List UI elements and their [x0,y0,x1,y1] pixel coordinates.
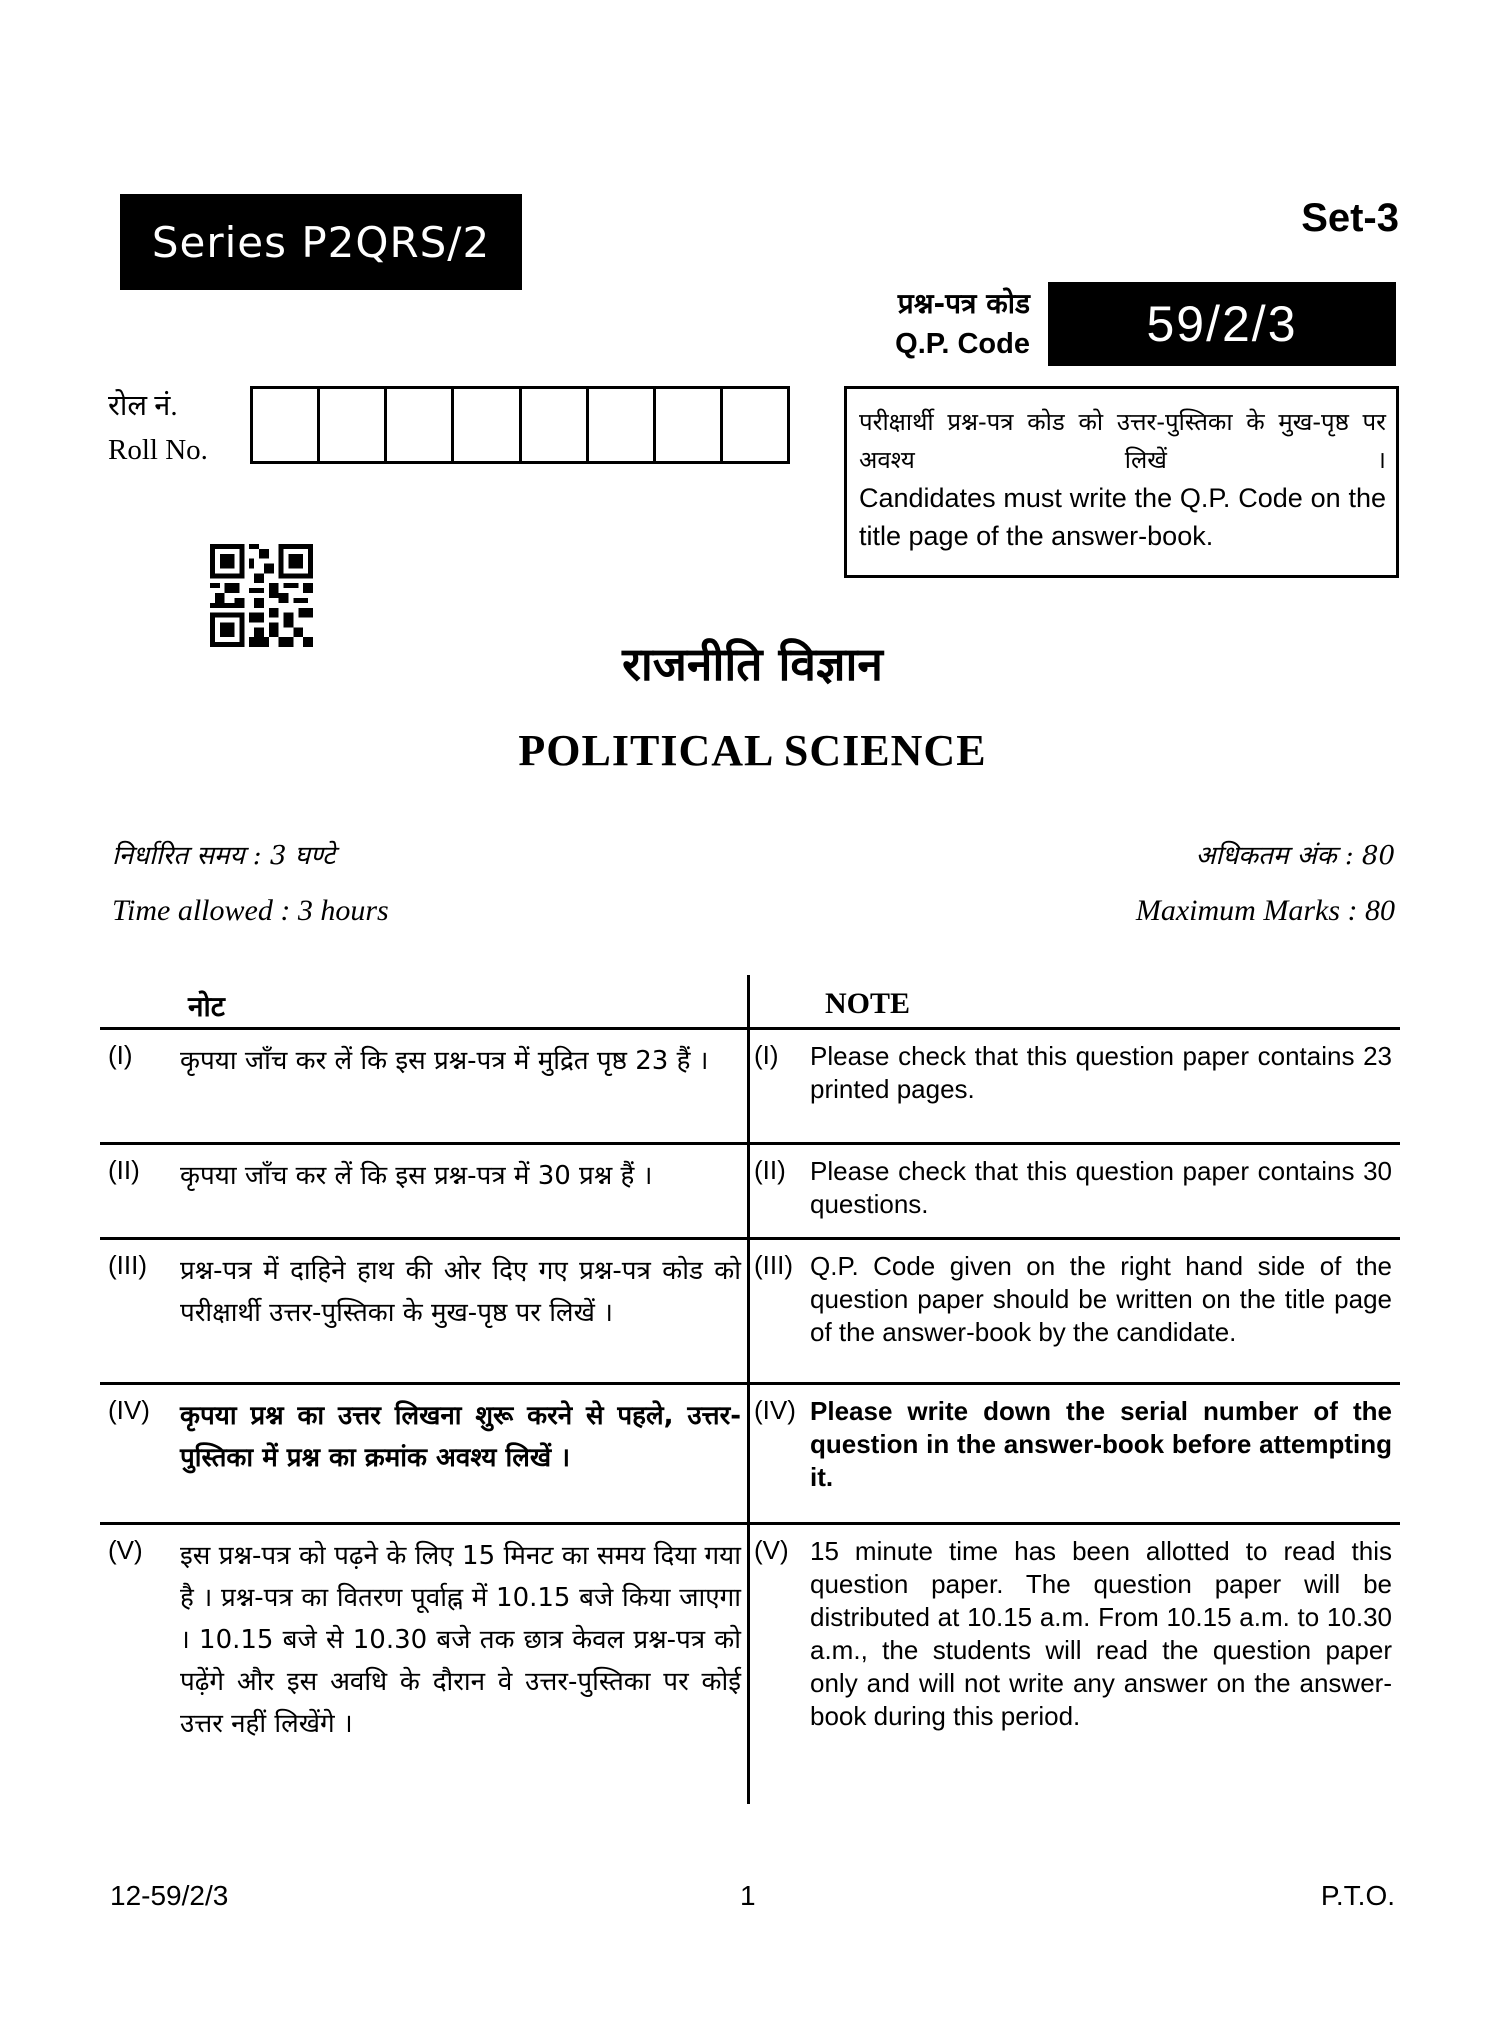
instruction-english: Candidates must write the Q.P. Code on the title page of the answer-book. [859,483,1386,551]
qp-code-label-hindi: प्रश्न-पत्र कोड [897,287,1030,320]
notes-table [100,975,1400,1804]
note-row [100,1522,1400,1804]
note-number: (II) [754,1155,786,1185]
note-text-hindi: कृपया जाँच कर लें कि इस प्रश्न-पत्र में 30 प्रश्न हैं । [180,1161,653,1191]
note-text-english: Please check that this question paper contains 30 questions. [810,1156,1392,1219]
roll-number-box[interactable] [723,389,787,461]
series-label: Series P2QRS/2 [120,194,522,290]
qp-code-instruction-box [844,386,1399,578]
notes-heading-hindi: नोट [188,990,225,1023]
note-number: (III) [108,1250,147,1280]
time-allowed-hindi: निर्धारित समय : 3 घण्टे [112,841,336,871]
roll-number-box[interactable] [522,389,589,461]
roll-label-hindi: रोल नं. [108,390,178,422]
roll-number-box[interactable] [589,389,656,461]
please-turn-over: P.T.O. [1320,1880,1395,1911]
note-text-hindi: इस प्रश्न-पत्र को पढ़ने के लिए 15 मिनट का समय दिया गया है । प्रश्न-पत्र का वितरण पूर्वाह्न में 10.15 बजे किया जाएगा । 10.15 बजे से 10.30 बजे तक छात्र केवल प्रश्न-पत्र को पढ़ेंगे और इस अवधि के दौरान वे उत्तर-पुस्तिका पर कोई उत्तर नहीं लिखेंगे । [180,1541,741,1739]
qp-code-label [845,284,1030,364]
note-text-hindi: प्रश्न-पत्र में दाहिने हाथ की ओर दिए गए प्रश्न-पत्र कोड को परीक्षार्थी उत्तर-पुस्तिका के मुख-पृष्ठ पर लिखें । [180,1256,741,1328]
note-number: (III) [754,1250,793,1280]
time-allowed-english: Time allowed : 3 hours [112,894,389,927]
notes-heading-english: NOTE [825,987,911,1020]
note-text-hindi: कृपया जाँच कर लें कि इस प्रश्न-पत्र में मुद्रित पृष्ठ 23 हैं । [180,1046,709,1076]
note-number: (IV) [108,1395,150,1425]
roll-number-boxes [250,386,790,464]
qp-code-value: 59/2/3 [1048,282,1396,366]
roll-number-label [108,384,208,472]
note-number: (IV) [754,1395,796,1425]
maximum-marks-english: Maximum Marks : 80 [1135,894,1395,927]
note-text-english: Please write down the serial number of the question in the answer-book before attempting it. [810,1396,1392,1492]
roll-number-box[interactable] [387,389,454,461]
note-number: (V) [754,1535,789,1565]
instruction-hindi: परीक्षार्थी प्रश्न-पत्र कोड को उत्तर-पुस्तिका के मुख-पृष्ठ पर अवश्य लिखें । [859,408,1386,474]
footer-paper-code: 12-59/2/3 [110,1880,229,1911]
note-row [100,1142,1400,1237]
note-number: (I) [108,1040,133,1070]
note-row [100,1237,1400,1382]
roll-number-box[interactable] [454,389,521,461]
note-number: (I) [754,1040,779,1070]
note-row [100,1382,1400,1522]
note-text-english: Q.P. Code given on the right hand side of the question paper should be written on the title page of the answer-book by the candidate. [810,1251,1392,1347]
roll-number-box[interactable] [253,389,320,461]
roll-number-box[interactable] [656,389,723,461]
maximum-marks-hindi: अधिकतम अंक : 80 [1195,841,1395,871]
roll-number-box[interactable] [320,389,387,461]
note-number: (II) [108,1155,140,1185]
subject-title-hindi: राजनीति विज्ञान [622,637,883,691]
set-label: Set-3 [1301,196,1399,240]
note-row [100,1027,1400,1142]
page-number: 1 [740,1880,756,1911]
note-text-english: 15 minute time has been allotted to read this question paper. The question paper will be distributed at 10.15 a.m. From 10.15 a.m. to 10.30 a.m., the students will read the question paper only and will not write any answer on the answer-book during this period. [810,1536,1392,1731]
qp-code-label-english: Q.P. Code [895,328,1030,360]
subject-title-english: POLITICAL SCIENCE [518,726,987,775]
note-text-hindi: कृपया प्रश्न का उत्तर लिखना शुरू करने से पहले, उत्तर-पुस्तिका में प्रश्न का क्रमांक अवश्य लिखें । [180,1401,741,1473]
notes-table-header [100,975,1400,1027]
roll-label-english: Roll No. [108,434,208,466]
note-text-english: Please check that this question paper contains 23 printed pages. [810,1041,1392,1104]
note-number: (V) [108,1535,143,1565]
